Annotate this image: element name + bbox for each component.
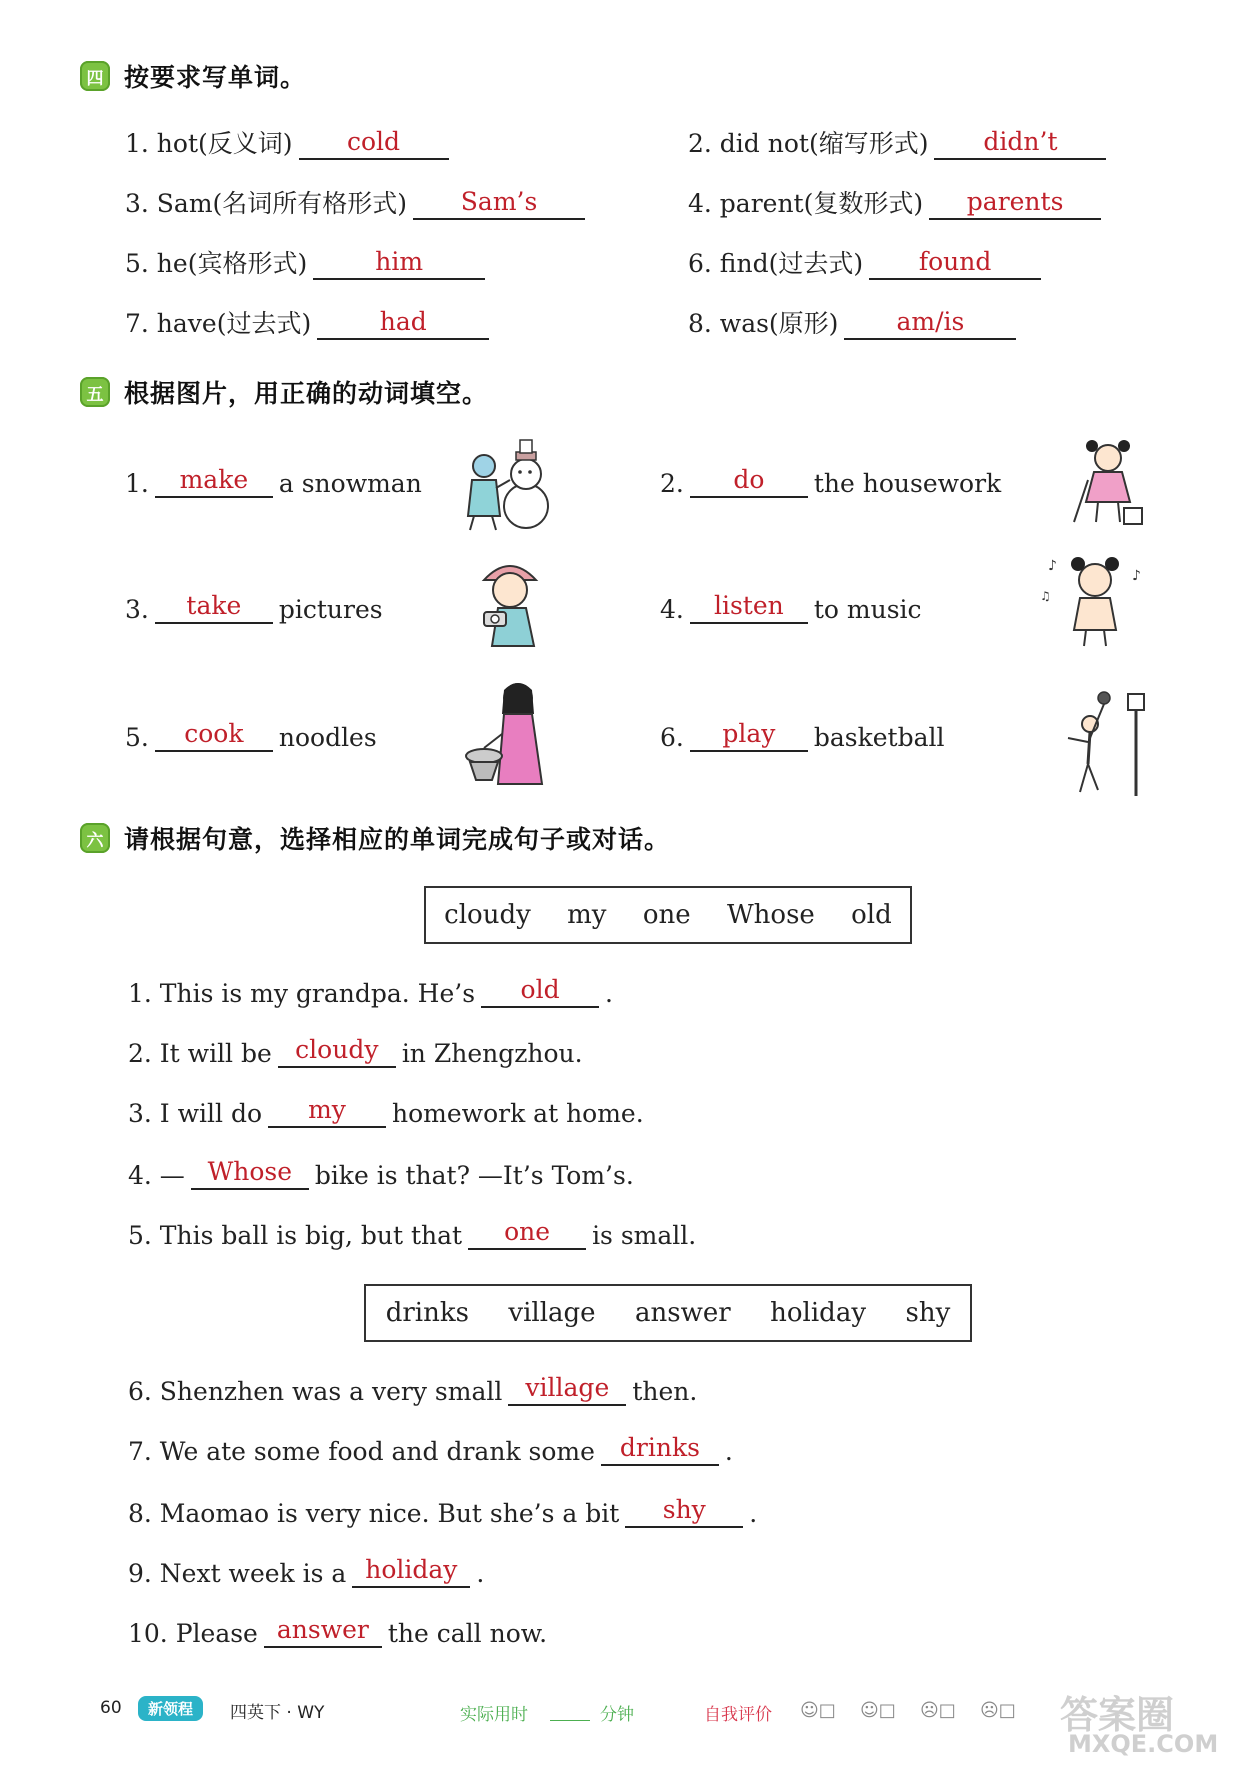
girl-housework-illustration bbox=[1068, 436, 1148, 528]
s6-pre: 4. — bbox=[128, 1161, 185, 1190]
s4-prompt: 3. Sam(名词所有格形式) bbox=[125, 189, 408, 218]
s6-item-10 bbox=[128, 1614, 547, 1648]
s4-answer-blank[interactable]: had bbox=[317, 306, 489, 340]
s5-answer-blank[interactable]: cook bbox=[155, 718, 273, 752]
s6-pre: 8. Maomao is very nice. But she’s a bit bbox=[128, 1499, 620, 1528]
s6-item-1 bbox=[128, 974, 613, 1008]
s4-answer-blank[interactable]: Sam’s bbox=[413, 186, 585, 220]
s5-num: 5. bbox=[125, 723, 149, 752]
face-icon-3[interactable]: ☹□ bbox=[920, 1700, 956, 1721]
word-bank-word: village bbox=[508, 1298, 596, 1328]
svg-text:♫: ♫ bbox=[1040, 589, 1051, 603]
s6-post: bike is that? —It’s Tom’s. bbox=[314, 1161, 634, 1190]
s4-prompt: 4. parent(复数形式) bbox=[688, 189, 924, 218]
s6-post: in Zhengzhou. bbox=[401, 1039, 583, 1068]
s6-post: . bbox=[724, 1437, 733, 1466]
s5-item-5 bbox=[125, 718, 377, 752]
s6-item-7 bbox=[128, 1432, 733, 1466]
s6-item-8 bbox=[128, 1494, 757, 1528]
section4-badge: 四 bbox=[80, 61, 110, 91]
word-bank-1 bbox=[424, 886, 912, 944]
s6-pre: 6. Shenzhen was a very small bbox=[128, 1377, 503, 1406]
s6-answer-blank[interactable]: village bbox=[508, 1372, 626, 1406]
section5-badge: 五 bbox=[80, 377, 110, 407]
section5-title: 根据图片，用正确的动词填空。 bbox=[124, 379, 489, 408]
s4-answer-blank[interactable]: him bbox=[313, 246, 485, 280]
s6-pre: 3. I will do bbox=[128, 1099, 263, 1128]
s4-item-8 bbox=[688, 304, 1022, 340]
s6-item-2 bbox=[128, 1034, 583, 1068]
time-label: 实际用时 bbox=[460, 1705, 528, 1725]
s5-item-1 bbox=[125, 464, 422, 498]
s6-pre: 1. This is my grandpa. He’s bbox=[128, 979, 476, 1008]
s6-post: the call now. bbox=[387, 1619, 548, 1648]
s5-rest: a snowman bbox=[278, 469, 422, 498]
s6-answer-blank[interactable]: drinks bbox=[601, 1432, 719, 1466]
s5-item-3 bbox=[125, 590, 383, 624]
s4-item-4 bbox=[688, 184, 1107, 220]
s6-answer-blank[interactable]: shy bbox=[625, 1494, 743, 1528]
s4-item-3 bbox=[125, 184, 591, 220]
s6-answer-blank[interactable]: old bbox=[481, 974, 599, 1008]
boy-basketball-illustration bbox=[1060, 688, 1150, 798]
s6-answer-blank[interactable]: holiday bbox=[352, 1554, 470, 1588]
word-bank-word: old bbox=[851, 900, 892, 930]
s5-rest: to music bbox=[813, 595, 922, 624]
section6-title: 请根据句意，选择相应的单词完成句子或对话。 bbox=[124, 825, 671, 854]
s4-answer-blank[interactable]: parents bbox=[929, 186, 1101, 220]
s4-prompt: 7. have(过去式) bbox=[125, 309, 312, 338]
brand-logo: 新领程 bbox=[138, 1696, 203, 1721]
s6-post: is small. bbox=[592, 1221, 697, 1250]
girl-camera-illustration bbox=[470, 550, 550, 650]
s5-rest: the housework bbox=[813, 469, 1002, 498]
time-unit: 分钟 bbox=[600, 1705, 634, 1725]
s6-answer-blank[interactable]: one bbox=[468, 1216, 586, 1250]
s6-post: then. bbox=[632, 1377, 698, 1406]
s4-answer-blank[interactable]: found bbox=[869, 246, 1041, 280]
word-bank-word: answer bbox=[635, 1298, 731, 1328]
section6-header bbox=[80, 818, 670, 858]
word-bank-word: drinks bbox=[385, 1298, 469, 1328]
woman-cooking-illustration bbox=[462, 676, 552, 788]
s6-pre: 10. Please bbox=[128, 1619, 258, 1648]
watermark-logo: 答案圈 bbox=[1060, 1693, 1175, 1737]
s4-prompt: 1. hot(反义词) bbox=[125, 129, 293, 158]
word-bank-word: cloudy bbox=[444, 900, 531, 930]
s6-post: . bbox=[749, 1499, 758, 1528]
s6-item-5 bbox=[128, 1216, 696, 1250]
watermark-url: MXQE.COM bbox=[1068, 1730, 1219, 1758]
s4-item-1 bbox=[125, 124, 455, 160]
s6-item-4 bbox=[128, 1156, 634, 1190]
s5-num: 3. bbox=[125, 595, 149, 624]
section4-header bbox=[80, 56, 306, 96]
s5-item-2 bbox=[660, 464, 1001, 498]
section5-header bbox=[80, 372, 488, 412]
s5-num: 4. bbox=[660, 595, 684, 624]
s6-post: homework at home. bbox=[392, 1099, 644, 1128]
s4-item-6 bbox=[688, 244, 1047, 280]
face-icon-4[interactable]: ☹□ bbox=[980, 1700, 1016, 1721]
svg-text:♪: ♪ bbox=[1132, 568, 1141, 584]
s6-item-3 bbox=[128, 1094, 644, 1128]
s5-rest: basketball bbox=[813, 723, 945, 752]
s5-answer-blank[interactable]: listen bbox=[690, 590, 808, 624]
s6-item-6 bbox=[128, 1372, 697, 1406]
time-blank[interactable] bbox=[550, 1720, 590, 1721]
s4-answer-blank[interactable]: cold bbox=[299, 126, 449, 160]
section4-title: 按要求写单词。 bbox=[124, 63, 307, 92]
word-bank-word: my bbox=[567, 900, 607, 930]
page-number: 60 bbox=[100, 1698, 122, 1718]
book-label: 四英下 · WY bbox=[230, 1703, 325, 1723]
s5-answer-blank[interactable]: take bbox=[155, 590, 273, 624]
girl-music-illustration bbox=[1040, 550, 1150, 650]
s6-pre: 7. We ate some food and drank some bbox=[128, 1437, 595, 1466]
s5-rest: noodles bbox=[278, 723, 377, 752]
s5-num: 6. bbox=[660, 723, 684, 752]
s5-item-4 bbox=[660, 590, 922, 624]
self-eval-label: 自我评价 bbox=[704, 1705, 772, 1725]
s6-pre: 5. This ball is big, but that bbox=[128, 1221, 463, 1250]
s6-post: . bbox=[605, 979, 613, 1008]
s6-pre: 2. It will be bbox=[128, 1039, 272, 1068]
svg-text:♪: ♪ bbox=[1048, 558, 1057, 574]
s4-item-2 bbox=[688, 124, 1112, 160]
page-footer bbox=[0, 1690, 1243, 1758]
s5-answer-blank[interactable]: play bbox=[690, 718, 808, 752]
word-bank-word: one bbox=[642, 900, 691, 930]
s6-item-9 bbox=[128, 1554, 484, 1588]
s5-num: 1. bbox=[125, 469, 149, 498]
s6-post: . bbox=[476, 1559, 485, 1588]
section6-badge: 六 bbox=[80, 823, 110, 853]
s6-answer-blank[interactable]: cloudy bbox=[278, 1034, 396, 1068]
s4-prompt: 6. find(过去式) bbox=[688, 249, 864, 278]
s5-rest: pictures bbox=[278, 595, 383, 624]
s4-item-5 bbox=[125, 244, 491, 280]
s6-pre: 9. Next week is a bbox=[128, 1559, 347, 1588]
s4-answer-blank[interactable]: didn’t bbox=[934, 126, 1106, 160]
s4-item-7 bbox=[125, 304, 495, 340]
face-icon-1[interactable]: ☺□ bbox=[800, 1700, 836, 1721]
s6-answer-blank[interactable]: my bbox=[268, 1094, 386, 1128]
s5-answer-blank[interactable]: do bbox=[690, 464, 808, 498]
s6-answer-blank[interactable]: Whose bbox=[191, 1156, 309, 1190]
snowman-kids-illustration bbox=[462, 436, 562, 532]
s4-prompt: 8. was(原形) bbox=[688, 309, 839, 338]
word-bank-word: holiday bbox=[770, 1298, 867, 1328]
word-bank-word: Whose bbox=[726, 900, 815, 930]
s6-answer-blank[interactable]: answer bbox=[264, 1614, 382, 1648]
s4-prompt: 5. he(宾格形式) bbox=[125, 249, 308, 278]
s5-item-6 bbox=[660, 718, 945, 752]
s5-answer-blank[interactable]: make bbox=[155, 464, 273, 498]
s4-answer-blank[interactable]: am/is bbox=[844, 306, 1016, 340]
s4-prompt: 2. did not(缩写形式) bbox=[688, 129, 929, 158]
s5-num: 2. bbox=[660, 469, 684, 498]
face-icon-2[interactable]: ☺□ bbox=[860, 1700, 896, 1721]
word-bank-2 bbox=[364, 1284, 972, 1342]
word-bank-word: shy bbox=[905, 1298, 951, 1328]
